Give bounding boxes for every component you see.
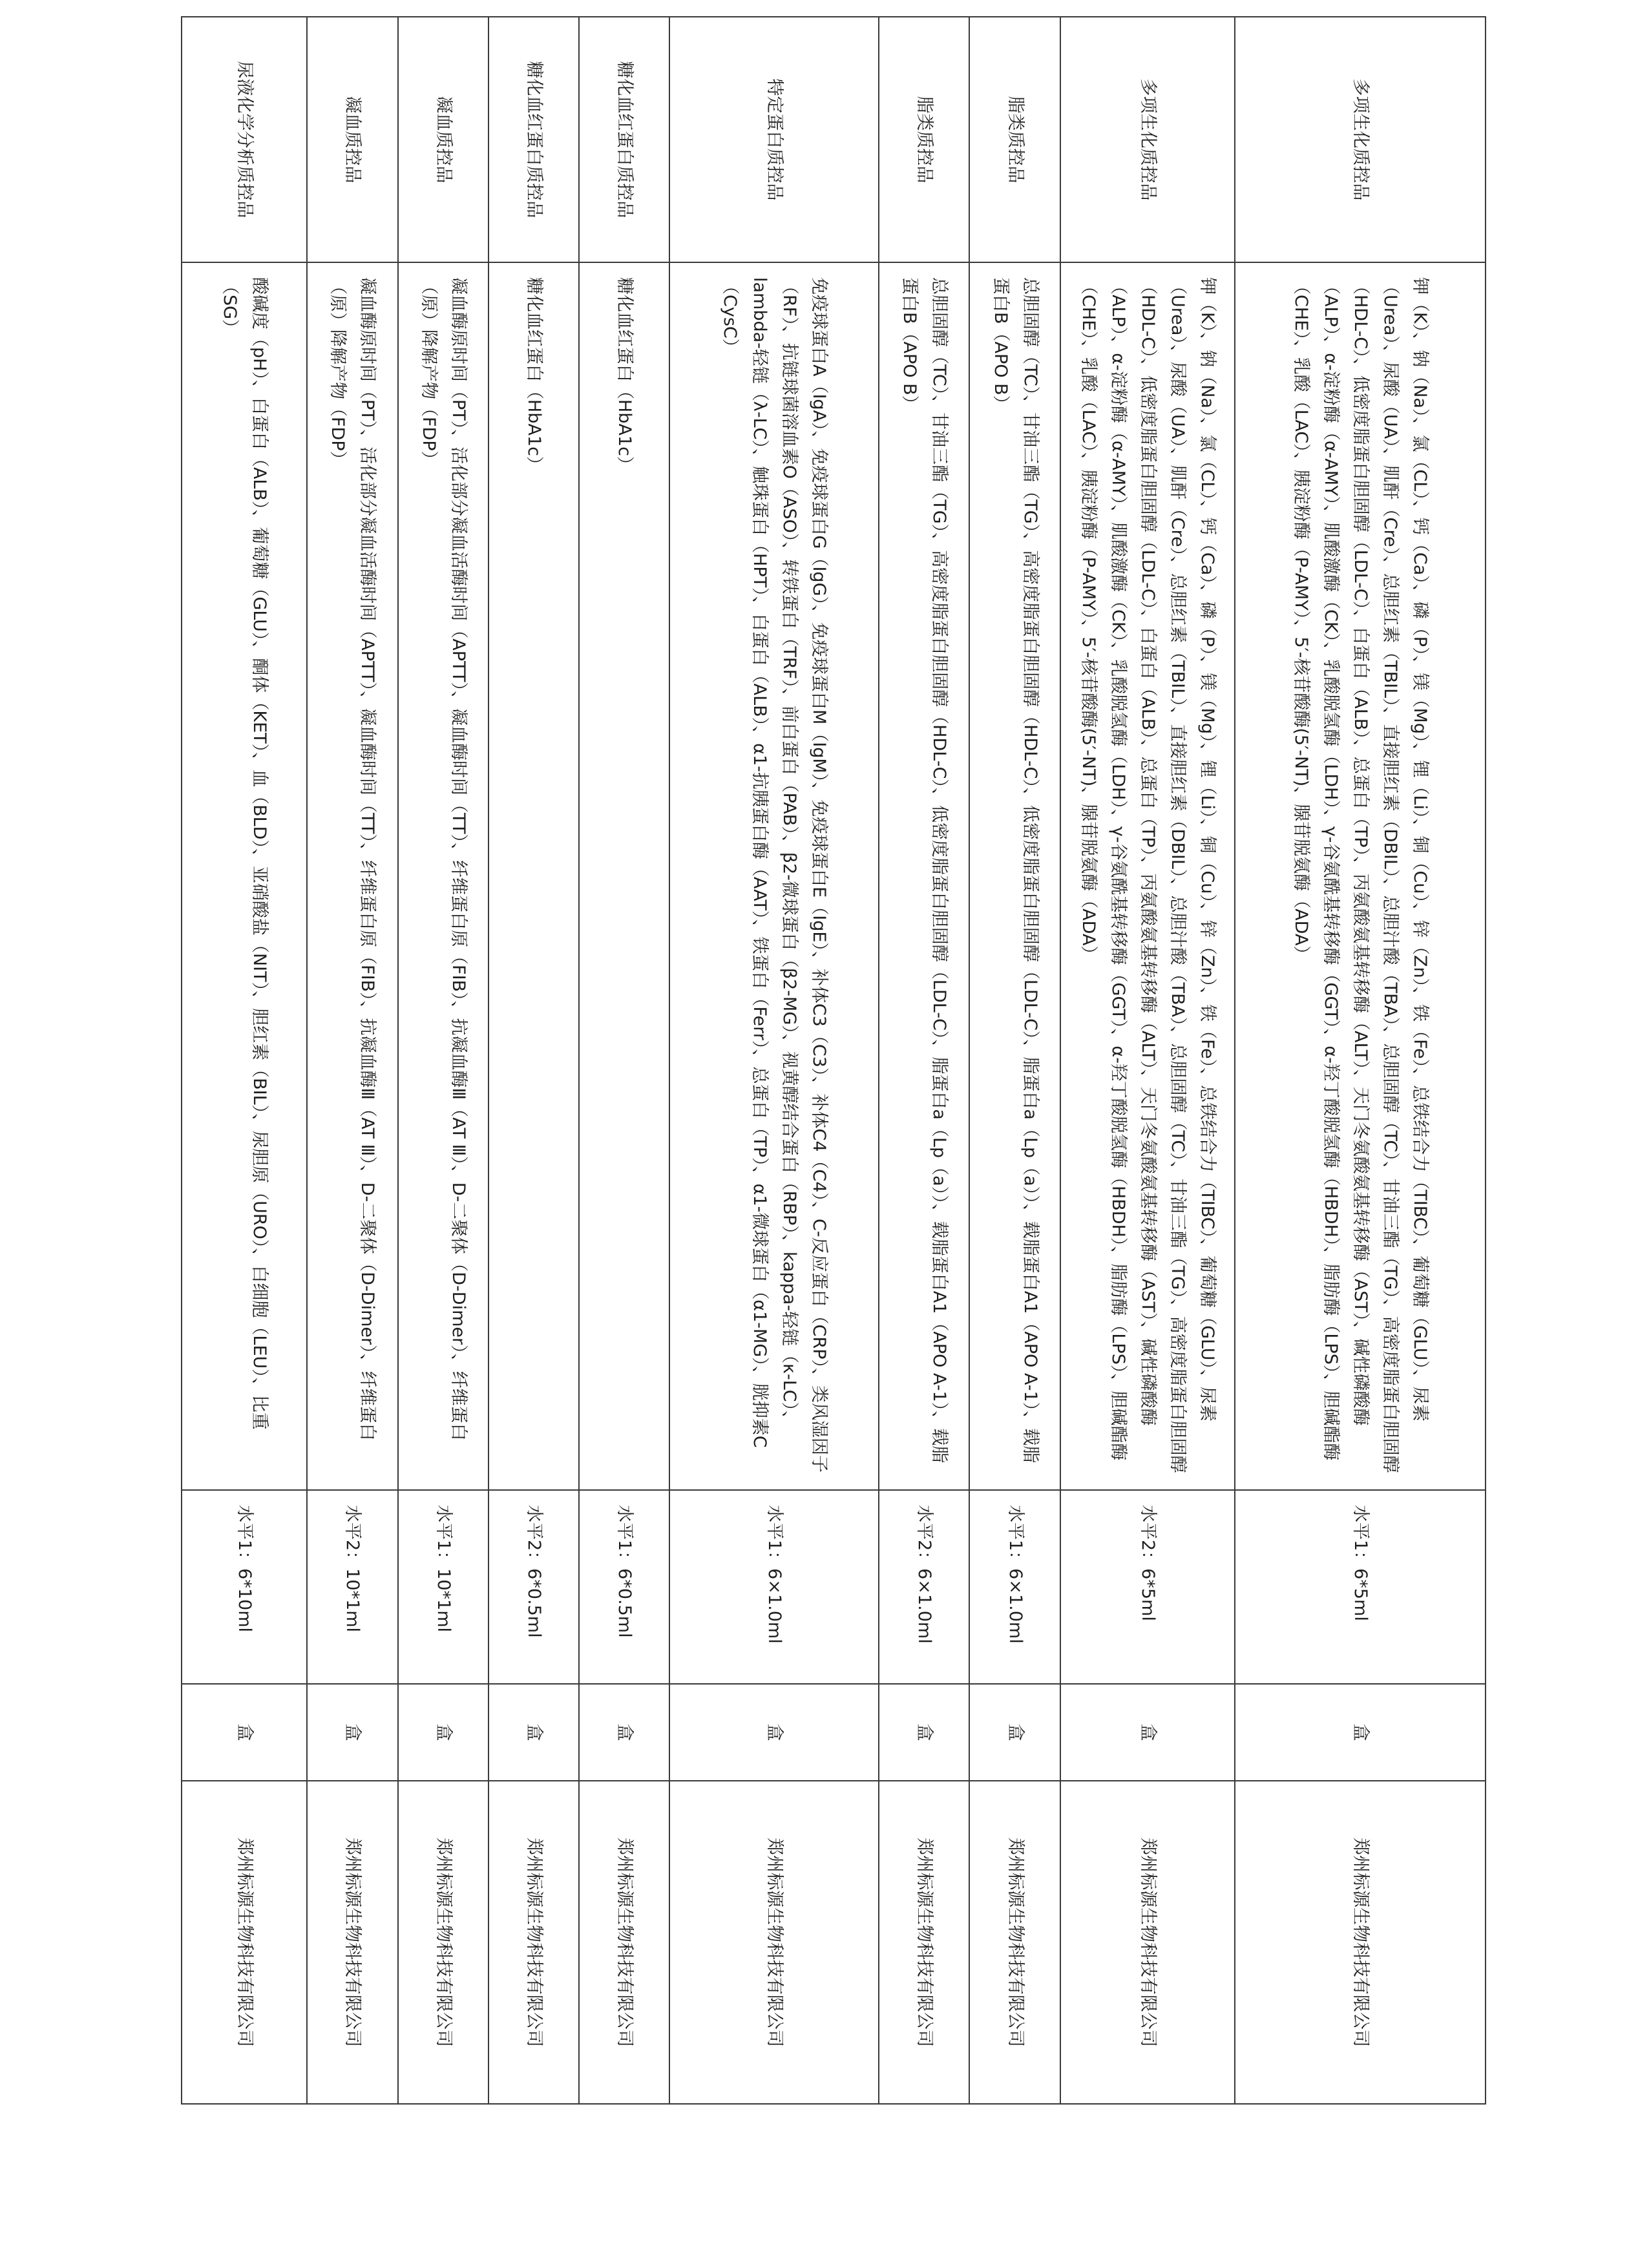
test-items-cell: 糖化血红蛋白（HbA1c） xyxy=(488,262,579,1490)
specification-cell: 水平1：6*10ml xyxy=(182,1490,307,1684)
product-name-cell: 糖化血红蛋白质控品 xyxy=(488,17,579,262)
table-row xyxy=(1235,17,1486,2104)
table-row xyxy=(669,17,879,2104)
specification-cell: 水平1：6×1.0ml xyxy=(669,1490,879,1684)
manufacturer-cell: 郑州标源生物科技有限公司 xyxy=(398,1781,488,2104)
table-row xyxy=(488,17,579,2104)
manufacturer-cell: 郑州标源生物科技有限公司 xyxy=(969,1781,1060,2104)
test-items-cell: 总胆固醇（TC）、甘油三酯（TG）、高密度脂蛋白胆固醇（HDL-C）、低密度脂蛋白胆固醇（LDL-C）、脂蛋白a（Lp（a））、载脂蛋白A1（APO A-1）、载脂蛋白B（APO B） xyxy=(879,262,969,1490)
unit-cell: 盒 xyxy=(1060,1684,1235,1781)
manufacturer-cell: 郑州标源生物科技有限公司 xyxy=(1060,1781,1235,2104)
unit-cell: 盒 xyxy=(669,1684,879,1781)
unit-cell: 盒 xyxy=(969,1684,1060,1781)
manufacturer-cell: 郑州标源生物科技有限公司 xyxy=(182,1781,307,2104)
product-name-cell: 多项生化质控品 xyxy=(1060,17,1235,262)
quality-control-products-table xyxy=(181,16,1486,2105)
table-row xyxy=(1060,17,1235,2104)
table-row xyxy=(879,17,969,2104)
table-row xyxy=(398,17,488,2104)
table-row xyxy=(579,17,669,2104)
specification-cell: 水平1：6*5ml xyxy=(1235,1490,1486,1684)
unit-cell: 盒 xyxy=(879,1684,969,1781)
test-items-cell: 凝血酶原时间（PT）、活化部分凝血活酶时间（APTT）、凝血酶时间（TT）、纤维蛋白原（FIB）、抗凝血酶Ⅲ（AT Ⅲ）、D-二聚体（D-Dimer）、纤维蛋白（原）降解产物（FDP） xyxy=(398,262,488,1490)
product-name-cell: 凝血质控品 xyxy=(398,17,488,262)
specification-cell: 水平2：6×1.0ml xyxy=(879,1490,969,1684)
manufacturer-cell: 郑州标源生物科技有限公司 xyxy=(307,1781,397,2104)
specification-cell: 水平1：6×1.0ml xyxy=(969,1490,1060,1684)
table-row xyxy=(182,17,307,2104)
specification-cell: 水平1：10*1ml xyxy=(398,1490,488,1684)
manufacturer-cell: 郑州标源生物科技有限公司 xyxy=(1235,1781,1486,2104)
unit-cell: 盒 xyxy=(488,1684,579,1781)
product-name-cell: 糖化血红蛋白质控品 xyxy=(579,17,669,262)
manufacturer-cell: 郑州标源生物科技有限公司 xyxy=(669,1781,879,2104)
unit-cell: 盒 xyxy=(1235,1684,1486,1781)
product-name-cell: 凝血质控品 xyxy=(307,17,397,262)
specification-cell: 水平2：6*0.5ml xyxy=(488,1490,579,1684)
manufacturer-cell: 郑州标源生物科技有限公司 xyxy=(879,1781,969,2104)
product-name-cell: 脂类质控品 xyxy=(969,17,1060,262)
unit-cell: 盒 xyxy=(398,1684,488,1781)
test-items-cell: 钾（K）、钠（Na）、氯（CL）、钙（Ca）、磷（P）、镁（Mg）、锂（Li）、铜（Cu）、锌（Zn）、铁（Fe）、总铁结合力（TIBC）、葡萄糖（GLU）、尿素（Urea）、尿酸（UA）、肌酐（Cre）、总胆红素（TBIL）、直接胆红素（DBIL）、总胆汁酸（TBA）、总胆固醇（TC）、甘油三酯（TG）、高密度脂蛋白胆固醇（HDL-C）、低密度脂蛋白胆固醇（LDL-C）、白蛋白（ALB）、总蛋白（TP）、丙氨酸氨基转移酶（ALT）、天门冬氨酸氨基转移酶（AST）、碱性磷酸酶（ALP）、α-淀粉酶（α-AMY）、肌酸激酶（CK）、乳酸脱氢酶（LDH）、γ-谷氨酰基转移酶（GGT）、α-羟丁酸脱氢酶（HBDH）、脂肪酶（LPS）、胆碱酯酶（CHE）、乳酸（LAC）、胰淀粉酶（P-AMY）、5′-核苷酸酶(5′-NT)、腺苷脱氨酶（ADA） xyxy=(1060,262,1235,1490)
specification-cell: 水平2：6*5ml xyxy=(1060,1490,1235,1684)
scanned-page xyxy=(181,16,1486,2103)
manufacturer-cell: 郑州标源生物科技有限公司 xyxy=(579,1781,669,2104)
test-items-cell: 酸碱度（pH）、白蛋白（ALB）、葡萄糖（GLU）、酮体（KET）、血（BLD）、亚硝酸盐（NIT）、胆红素（BIL）、尿胆原（URO）、白细胞（LEU）、比重（SG） xyxy=(182,262,307,1490)
unit-cell: 盒 xyxy=(182,1684,307,1781)
unit-cell: 盒 xyxy=(579,1684,669,1781)
test-items-cell: 凝血酶原时间（PT）、活化部分凝血活酶时间（APTT）、凝血酶时间（TT）、纤维蛋白原（FIB）、抗凝血酶Ⅲ（AT Ⅲ）、D-二聚体（D-Dimer）、纤维蛋白（原）降解产物（FDP） xyxy=(307,262,397,1490)
table-row xyxy=(969,17,1060,2104)
specification-cell: 水平1：6*0.5ml xyxy=(579,1490,669,1684)
product-name-cell: 脂类质控品 xyxy=(879,17,969,262)
table-rotated-wrapper xyxy=(181,16,1486,2103)
table-row xyxy=(307,17,397,2104)
test-items-cell: 糖化血红蛋白（HbA1c） xyxy=(579,262,669,1490)
test-items-cell: 总胆固醇（TC）、甘油三酯（TG）、高密度脂蛋白胆固醇（HDL-C）、低密度脂蛋白胆固醇（LDL-C）、脂蛋白a（Lp（a））、载脂蛋白A1（APO A-1）、载脂蛋白B（APO B） xyxy=(969,262,1060,1490)
product-name-cell: 尿液化学分析质控品 xyxy=(182,17,307,262)
unit-cell: 盒 xyxy=(307,1684,397,1781)
test-items-cell: 免疫球蛋白A（IgA）、免疫球蛋白G（IgG）、免疫球蛋白M（IgM）、免疫球蛋白E（IgE）、补体C3（C3）、补体C4（C4）、C-反应蛋白（CRP）、类风湿因子（RF）、抗链球菌溶血素O（ASO）、转铁蛋白（TRF）、前白蛋白（PAB）、β2-微球蛋白（β2-MG）、视黄醇结合蛋白（RBP）、kappa-轻链（κ-LC）、lambda-轻链（λ-LC）、触珠蛋白（HPT）、白蛋白（ALB）、α1-抗胰蛋白酶（AAT）、铁蛋白（Ferr）、总蛋白（TP）、α1-微球蛋白（α1-MG）、胱抑素C（CysC） xyxy=(669,262,879,1490)
test-items-cell: 钾（K）、钠（Na）、氯（CL）、钙（Ca）、磷（P）、镁（Mg）、锂（Li）、铜（Cu）、锌（Zn）、铁（Fe）、总铁结合力（TIBC）、葡萄糖（GLU）、尿素（Urea）、尿酸（UA）、肌酐（Cre）、总胆红素（TBIL）、直接胆红素（DBIL）、总胆汁酸（TBA）、总胆固醇（TC）、甘油三酯（TG）、高密度脂蛋白胆固醇（HDL-C）、低密度脂蛋白胆固醇（LDL-C）、白蛋白（ALB）、总蛋白（TP）、丙氨酸氨基转移酶（ALT）、天门冬氨酸氨基转移酶（AST）、碱性磷酸酶（ALP）、α-淀粉酶（α-AMY）、肌酸激酶（CK）、乳酸脱氢酶（LDH）、γ-谷氨酰基转移酶（GGT）、α-羟丁酸脱氢酶（HBDH）、脂肪酶（LPS）、胆碱酯酶（CHE）、乳酸（LAC）、胰淀粉酶（P-AMY）、5′-核苷酸酶(5′-NT)、腺苷脱氨酶（ADA） xyxy=(1235,262,1486,1490)
manufacturer-cell: 郑州标源生物科技有限公司 xyxy=(488,1781,579,2104)
product-name-cell: 多项生化质控品 xyxy=(1235,17,1486,262)
specification-cell: 水平2：10*1ml xyxy=(307,1490,397,1684)
product-name-cell: 特定蛋白质控品 xyxy=(669,17,879,262)
